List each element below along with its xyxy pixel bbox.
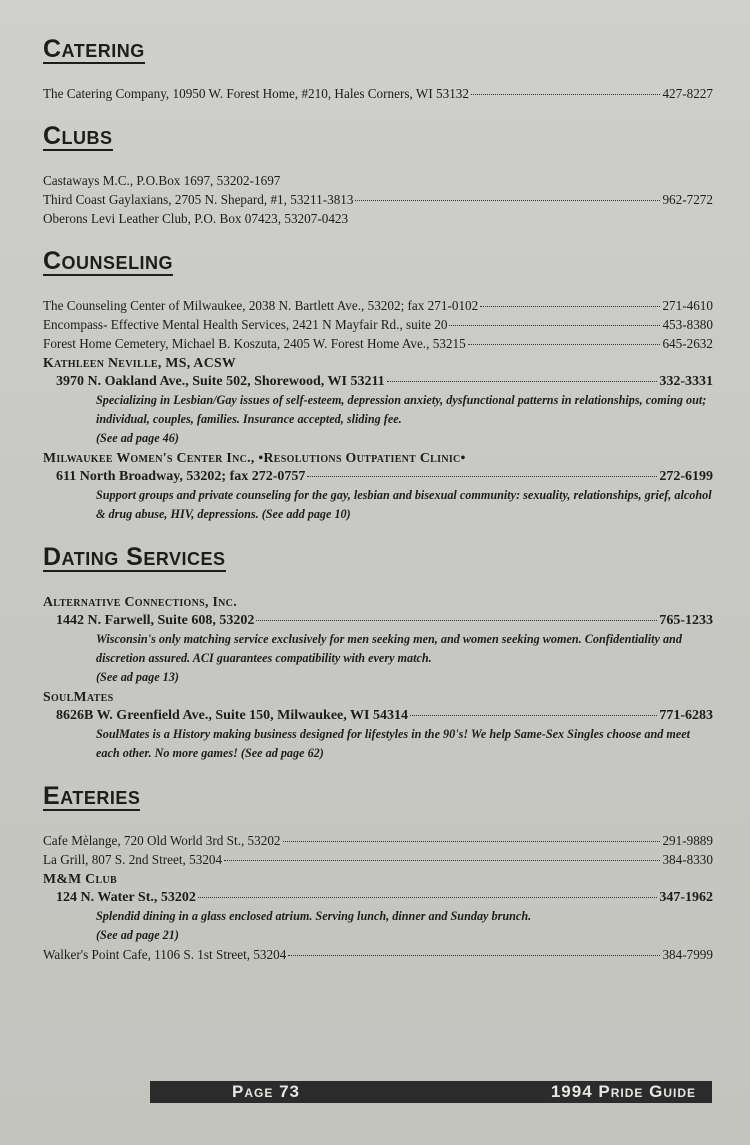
listing-oberons — [43, 209, 713, 228]
section-dating — [43, 544, 713, 763]
featured-address-milwaukee-womens — [43, 467, 713, 486]
listing-name: Forest Home Cemetery, Michael B. Koszuta, 2405 W. Forest Home Ave., 53215 — [43, 336, 466, 351]
listing-address: 124 N. Water St., 53202 — [56, 890, 196, 905]
featured-desc-soulmates: SoulMates is a History making business designed for lifestyles in the 90's! We help Same-Sex Singles choose and meet each other. No more games! (See ad page 62) — [96, 727, 691, 760]
listing-phone: 384-7999 — [662, 947, 713, 962]
leader-dots — [224, 860, 660, 861]
leader-dots — [468, 344, 661, 345]
leader-dots — [283, 841, 661, 842]
listing-name: Third Coast Gaylaxians, 2705 N. Shepard, #1, 53211-3813 — [43, 192, 354, 207]
leader-dots — [449, 325, 660, 326]
listing-phone: 645-2632 — [662, 336, 713, 351]
section-catering — [43, 36, 713, 103]
featured-ad-alternative: (See ad page 13) — [96, 670, 179, 684]
listing-forest-home — [43, 334, 713, 353]
featured-ad-kathleen: (See ad page 46) — [96, 431, 179, 445]
listing-name: Walker's Point Cafe, 1106 S. 1st Street, 53204 — [43, 947, 287, 962]
featured-name-kathleen: Kathleen Neville, MS, ACSW — [43, 355, 237, 370]
featured-name-mm-club: M&M Club — [43, 871, 117, 886]
featured-desc-alternative: Wisconsin's only matching service exclusively for men seeking men, and women seeking women. Confidentiality and discretion assured. ACI guarantees compatibility with every match. — [96, 632, 682, 665]
listing-phone: 347-1962 — [659, 890, 713, 905]
listing-third-coast — [43, 190, 713, 209]
footer-page-number: Page 73 — [232, 1082, 300, 1101]
featured-desc-kathleen: Specializing in Lesbian/Gay issues of self-esteem, depression anxiety, dysfunctional patterns in relationships, coming out; individual, couples, families. Insurance accepted, sliding fee. — [96, 393, 707, 426]
listing-catering-company — [43, 84, 713, 103]
listing-address: 3970 N. Oakland Ave., Suite 502, Shorewood, WI 53211 — [56, 374, 385, 389]
listing-name: Cafe Mèlange, 720 Old World 3rd St., 53202 — [43, 833, 281, 848]
leader-dots — [480, 306, 660, 307]
listing-phone: 272-6199 — [659, 469, 713, 484]
listing-name: The Catering Company, 10950 W. Forest Home, #210, Hales Corners, WI 53132 — [43, 86, 469, 101]
listing-encompass — [43, 315, 713, 334]
featured-name-milwaukee-womens: Milwaukee Women's Center Inc., •Resolutions Outpatient Clinic• — [43, 450, 466, 465]
leader-dots — [288, 955, 660, 956]
listing-castaways — [43, 171, 713, 190]
leader-dots — [387, 381, 658, 382]
leader-dots — [410, 715, 657, 716]
listing-phone: 453-8380 — [662, 317, 713, 332]
listing-address: 1442 N. Farwell, Suite 608, 53202 — [56, 613, 255, 628]
section-title-clubs: Clubs — [43, 122, 113, 150]
listing-phone: 765-1233 — [659, 613, 713, 628]
section-eateries — [43, 783, 713, 964]
listing-phone: 384-8330 — [662, 852, 713, 867]
listing-name: The Counseling Center of Milwaukee, 2038 N. Bartlett Ave., 53202; fax 271-0102 — [43, 298, 479, 313]
listing-phone: 771-6283 — [659, 708, 713, 723]
listing-name: La Grill, 807 S. 2nd Street, 53204 — [43, 852, 223, 867]
featured-address-alternative — [43, 611, 713, 630]
listing-name: Oberons Levi Leather Club, P.O. Box 07423, 53207-0423 — [43, 211, 349, 226]
section-title-catering: Catering — [43, 35, 145, 63]
section-title-eateries: Eateries — [43, 782, 141, 810]
listing-phone: 271-4610 — [662, 298, 713, 313]
leader-dots — [256, 620, 657, 621]
leader-dots — [198, 897, 657, 898]
listing-la-grill — [43, 850, 713, 869]
featured-ad-mm-club: (See ad page 21) — [96, 928, 179, 942]
listing-name: Encompass- Effective Mental Health Services, 2421 N Mayfair Rd., suite 20 — [43, 317, 448, 332]
featured-desc-mm-club: Splendid dining in a glass enclosed atrium. Serving lunch, dinner and Sunday brunch. — [96, 909, 532, 923]
featured-name-soulmates: SoulMates — [43, 689, 114, 704]
featured-address-kathleen — [43, 372, 713, 391]
listing-phone: 291-9889 — [662, 833, 713, 848]
section-title-dating: Dating Services — [43, 543, 226, 571]
leader-dots — [355, 200, 660, 201]
featured-name-alternative: Alternative Connections, Inc. — [43, 594, 237, 609]
listing-phone: 332-3331 — [659, 374, 713, 389]
listing-address: 611 North Broadway, 53202; fax 272-0757 — [56, 469, 306, 484]
listing-cafe-melange — [43, 831, 713, 850]
listing-counseling-center — [43, 296, 713, 315]
directory-content — [43, 36, 713, 978]
leader-dots — [471, 94, 660, 95]
section-clubs — [43, 123, 713, 228]
featured-address-soulmates — [43, 706, 713, 725]
listing-address: 8626B W. Greenfield Ave., Suite 150, Milwaukee, WI 54314 — [56, 708, 408, 723]
listing-phone: 427-8227 — [662, 86, 713, 101]
section-counseling — [43, 248, 713, 524]
listing-walkers-point — [43, 945, 713, 964]
leader-dots — [307, 476, 657, 477]
section-title-counseling: Counseling — [43, 247, 174, 275]
page-footer — [150, 1081, 712, 1103]
footer-guide-title: 1994 Pride Guide — [550, 1082, 696, 1101]
listing-phone: 962-7272 — [662, 192, 713, 207]
featured-desc-milwaukee-womens: Support groups and private counseling for the gay, lesbian and bisexual community: sexuality, relationships, grief, alcohol & drug abuse, HIV, depressions. (See add page 10) — [96, 488, 712, 521]
featured-address-mm-club — [43, 888, 713, 907]
listing-name: Castaways M.C., P.O.Box 1697, 53202-1697 — [43, 173, 281, 188]
